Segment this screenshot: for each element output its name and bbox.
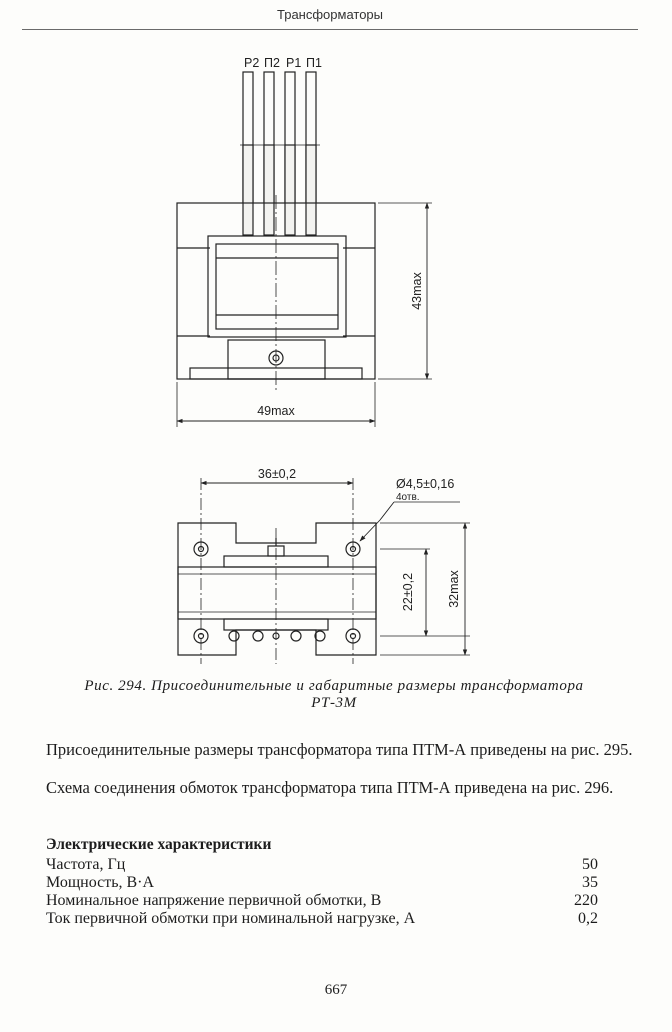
caption-line-2: РТ-3М xyxy=(311,695,357,711)
spec-label: Частота, Гц xyxy=(46,856,126,873)
spec-row xyxy=(46,910,606,928)
solder-lugs xyxy=(229,631,325,641)
bottom-view xyxy=(178,478,470,664)
spec-value: 0,2 xyxy=(578,910,598,927)
spec-label: Ток первичной обмотки при номинальной нагрузке, А xyxy=(46,910,416,927)
spec-label: Мощность, В·А xyxy=(46,874,155,891)
spec-value: 50 xyxy=(582,856,598,873)
terminal-label-p1: Р1 xyxy=(286,56,302,70)
coil-frame xyxy=(208,236,346,337)
specs-title: Электрические характеристики xyxy=(46,836,272,853)
terminal-label-n2: П2 xyxy=(264,56,280,70)
paragraph-1: Присоединительные размеры трансформатора типа ПТМ-А приведены на рис. 295. xyxy=(46,740,633,759)
specs-table xyxy=(46,856,606,928)
terminal-label-n1: П1 xyxy=(306,56,322,70)
caption-line-1: Рис. 294. Присоединительные и габаритные размеры трансформатора xyxy=(84,678,584,694)
dim-hole-count: 4отв. xyxy=(396,492,420,503)
spec-value: 35 xyxy=(582,874,598,891)
spec-label: Номинальное напряжение первичной обмотки, В xyxy=(46,892,382,909)
paragraph-2: Схема соединения обмоток трансформатора типа ПТМ-А приведена на рис. 296. xyxy=(46,778,614,797)
figure-caption xyxy=(22,678,646,712)
dim-inner: 22±0,2 xyxy=(401,572,415,612)
mounting-holes xyxy=(194,542,360,643)
top-view xyxy=(177,72,432,427)
terminal-label-p2: Р2 xyxy=(244,56,260,70)
running-header: Трансформаторы xyxy=(277,7,383,22)
dim-height-top: 43max xyxy=(410,272,424,310)
terminal-wires xyxy=(240,72,320,235)
dim-height-bottom: 32max xyxy=(447,570,461,608)
spec-value: 220 xyxy=(574,892,598,909)
page-number: 667 xyxy=(324,982,348,998)
dim-hole-spacing: 36±0,2 xyxy=(257,467,297,481)
mounting-bracket xyxy=(228,340,325,379)
spec-row xyxy=(46,874,606,892)
dim-width-top: 49max xyxy=(257,404,295,418)
spec-row xyxy=(46,892,606,910)
spec-row xyxy=(46,856,606,874)
dim-hole-diameter: Ø4,5±0,16 xyxy=(396,477,455,491)
